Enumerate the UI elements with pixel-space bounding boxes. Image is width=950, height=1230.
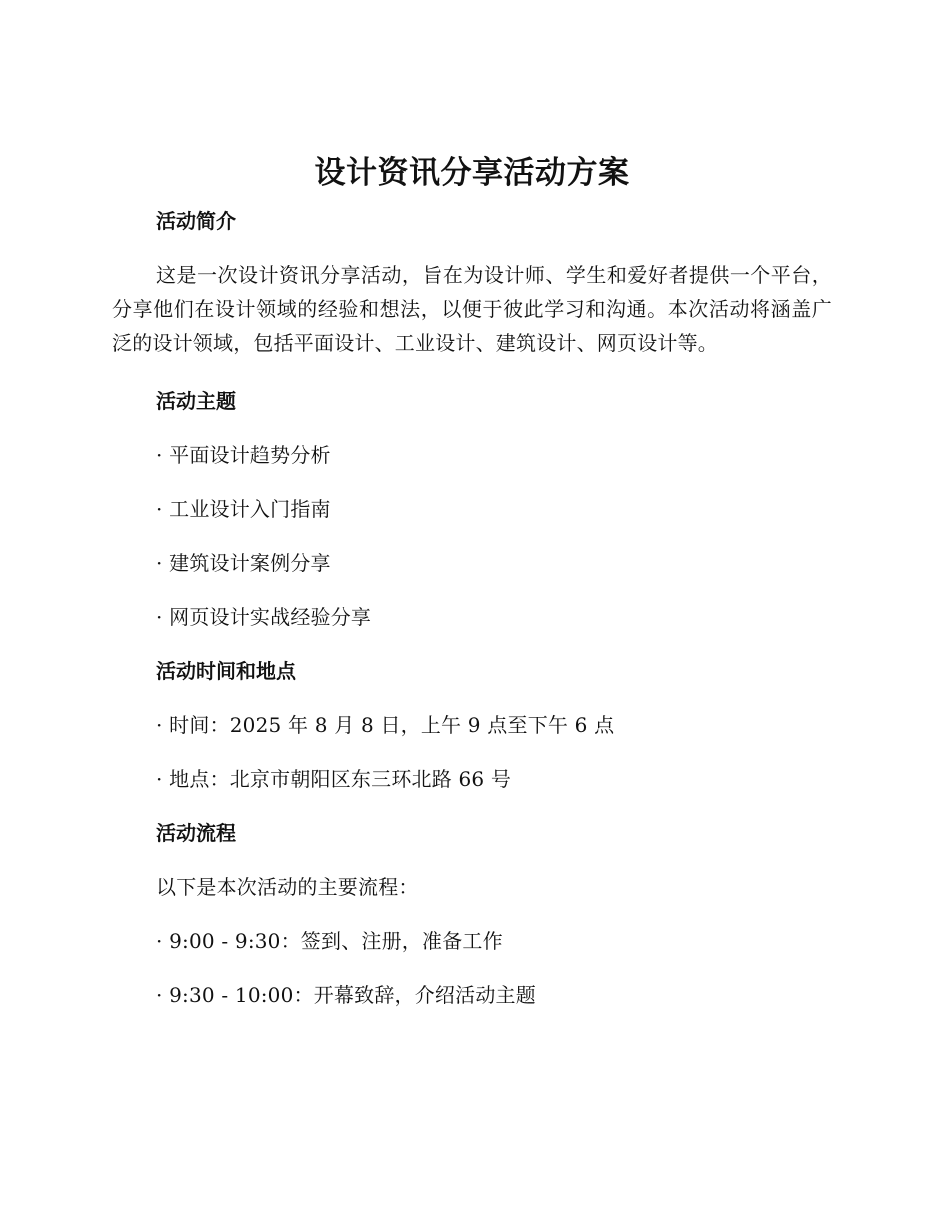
process-intro: 以下是本次活动的主要流程： — [156, 875, 419, 899]
section-heading-time-place: 活动时间和地点 — [156, 659, 296, 683]
place-item: · 地点：北京市朝阳区东三环北路 66 号 — [156, 767, 512, 791]
section-heading-themes: 活动主题 — [156, 389, 236, 413]
theme-item: · 平面设计趋势分析 — [156, 443, 331, 467]
process-item: · 9:30 - 10:00：开幕致辞，介绍活动主题 — [156, 983, 536, 1007]
section-heading-intro: 活动简介 — [156, 209, 236, 233]
process-item: · 9:00 - 9:30：签到、注册，准备工作 — [156, 929, 503, 953]
theme-item: · 网页设计实战经验分享 — [156, 605, 372, 629]
document-title: 设计资讯分享活动方案 — [314, 155, 630, 191]
theme-item: · 建筑设计案例分享 — [156, 551, 331, 575]
time-item: · 时间：2025 年 8 月 8 日，上午 9 点至下午 6 点 — [156, 713, 615, 737]
intro-paragraph: 这是一次设计资讯分享活动，旨在为设计师、学生和爱好者提供一个平台，分享他们在设计领域的经验和想法，以便于彼此学习和沟通。本次活动将涵盖广泛的设计领域，包括平面设计、工业设计、建筑设计、网页设计等。 — [112, 263, 832, 355]
section-heading-process: 活动流程 — [156, 821, 236, 845]
theme-item: · 工业设计入门指南 — [156, 497, 331, 521]
document-page — [112, 148, 832, 1010]
